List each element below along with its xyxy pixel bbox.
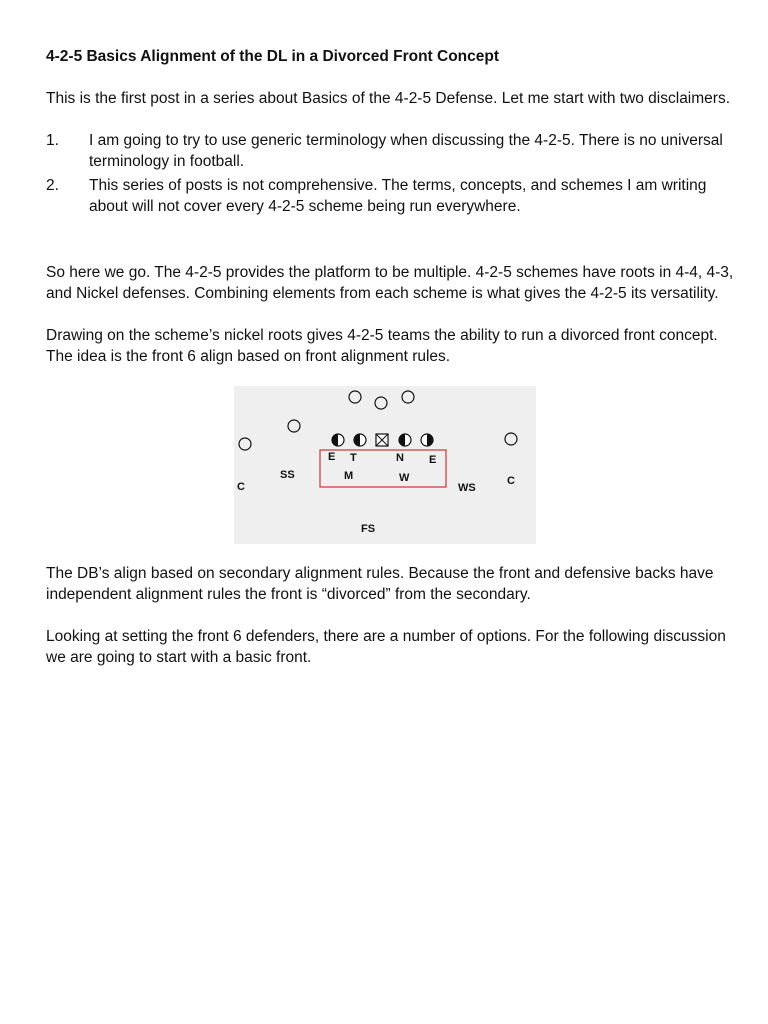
list-number: 1. [46,132,59,149]
label-t: T [350,452,357,464]
list-item [46,130,736,172]
offensive-lineman [421,434,433,446]
intro-paragraph: This is the first post in a series about Basics of the 4-2-5 Defense. Let me start with two disclaimers. [46,90,731,107]
offense-player-circle [288,420,300,432]
offensive-lineman [332,434,344,446]
label-c-left: C [237,481,245,493]
body-paragraph: Drawing on the scheme’s nickel roots gives 4-2-5 teams the ability to run a divorced front concept. The idea is the front 6 align based on front alignment rules. [46,327,718,365]
body-paragraph: The DB’s align based on secondary alignment rules. Because the front and defensive backs have independent alignment rules the front is “divorced” from the secondary. [46,565,714,603]
document-page [46,46,736,668]
center-square [376,434,388,446]
label-m: M [344,470,354,482]
label-fs: FS [361,523,376,535]
offense-player-circle [349,391,361,403]
list-item [46,175,736,217]
offense-player-circle [505,433,517,445]
body-paragraph: Looking at setting the front 6 defenders, there are a number of options. For the following discussion we are going to start with a basic front. [46,628,726,666]
label-c-right: C [507,475,515,487]
list-text: This series of posts is not comprehensive. The terms, concepts, and schemes I am writing about will not cover every 4-2-5 scheme being run everywhere. [89,177,707,215]
label-e-right: E [429,454,437,466]
label-ws: WS [458,482,476,494]
offensive-lineman [399,434,411,446]
front-box [320,450,446,487]
offense-player-circle [402,391,414,403]
label-w: W [399,472,410,484]
label-ss: SS [280,469,295,481]
offensive-lineman [354,434,366,446]
document-title: 4-2-5 Basics Alignment of the DL in a Divorced Front Concept [46,48,500,65]
list-text: I am going to try to use generic terminology when discussing the 4-2-5. There is no universal terminology in football. [89,132,723,170]
body-paragraph: So here we go. The 4-2-5 provides the platform to be multiple. 4-2-5 schemes have roots in 4-4, 4-3, and Nickel defenses. Combining elements from each scheme is what gives the 4-2-5 its versatility. [46,264,734,302]
offense-player-circle [239,438,251,450]
offense-player-circle [375,397,387,409]
label-n: N [396,452,404,464]
formation-diagram [234,386,536,544]
label-e-left: E [328,451,336,463]
list-number: 2. [46,177,59,194]
